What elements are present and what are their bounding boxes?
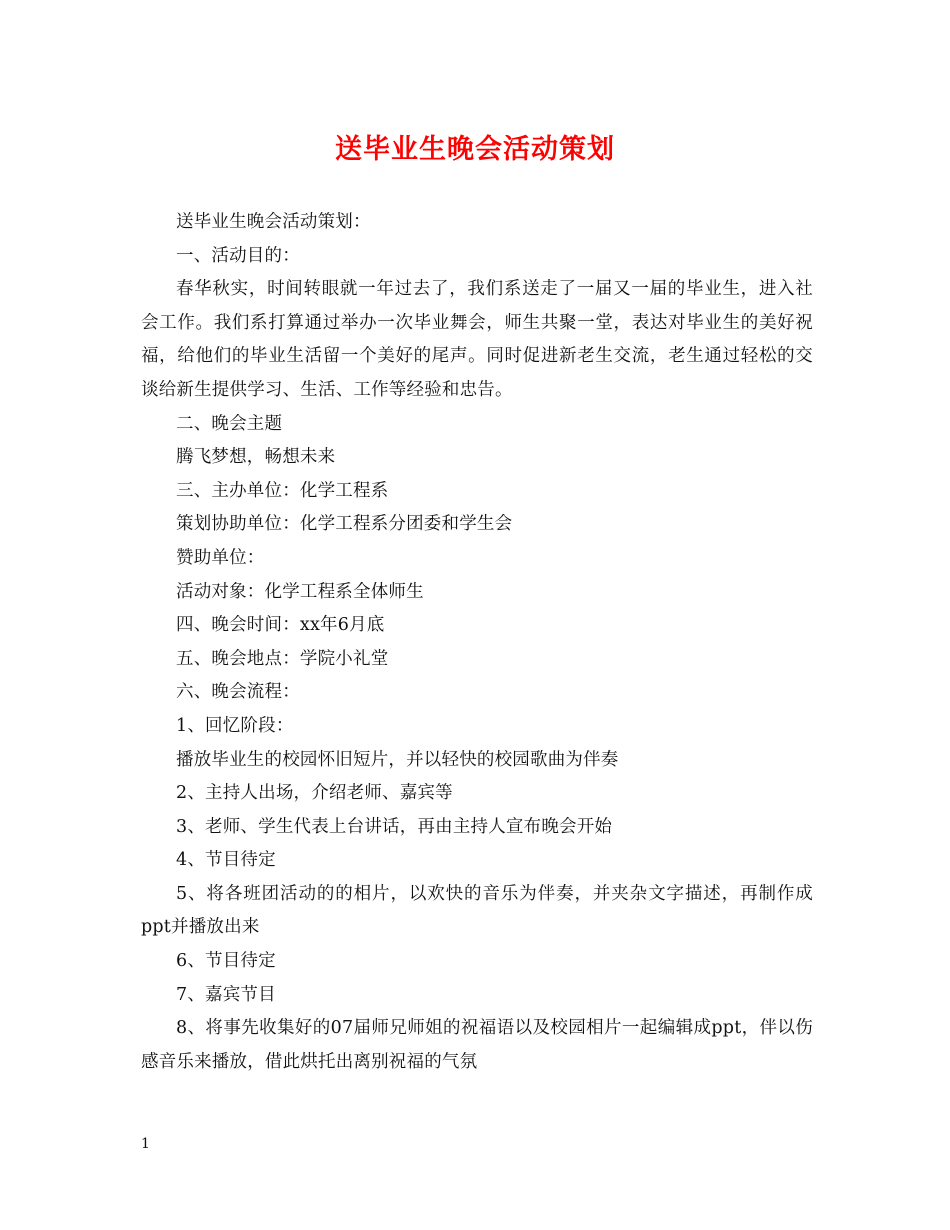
paragraph: 3、老师、学生代表上台讲话，再由主持人宣布晚会开始 — [176, 816, 613, 837]
paragraph: 赞助单位： — [176, 547, 265, 568]
paragraph: 7、嘉宾节目 — [176, 984, 276, 1005]
paragraph: 送毕业生晚会活动策划： — [176, 212, 371, 232]
paragraph: 1、回忆阶段： — [176, 715, 294, 736]
paragraph: 4、节目待定 — [176, 850, 276, 871]
paragraph: 活动对象：化学工程系全体师生 — [176, 581, 424, 602]
paragraph: 六、晚会流程： — [176, 682, 300, 703]
paragraph: 2、主持人出场，介绍老师、嘉宾等 — [176, 783, 453, 804]
document-title: 送毕业生晚会活动策划 — [335, 134, 615, 165]
paragraph: 春华秋实，时间转眼就一年过去了，我们系送走了一届又一届的毕业生，进入社会工作。我们系打算通过举办一次毕业舞会，师生共聚一堂，表达对毕业生的美好祝福，给他们的毕业生活留一个美好的尾声。同时促进新老生交流，老生通过轻松的交谈给新生提供学习、生活、工作等经验和忠告。 — [141, 279, 813, 400]
paragraph: 腾飞梦想，畅想未来 — [176, 447, 336, 468]
paragraph: 播放毕业生的校园怀旧短片，并以轻快的校园歌曲为伴奏 — [176, 749, 619, 770]
document-body — [141, 206, 813, 1079]
paragraph: 三、主办单位：化学工程系 — [176, 480, 389, 501]
paragraph: 四、晚会时间：xx年6月底 — [176, 615, 385, 636]
paragraph: 5、将各班团活动的的相片，以欢快的音乐为伴奏，并夹杂文字描述，再制作成ppt并播放出来 — [141, 883, 813, 938]
paragraph: 二、晚会主题 — [176, 413, 283, 434]
paragraph: 6、节目待定 — [176, 951, 276, 972]
paragraph: 策划协助单位：化学工程系分团委和学生会 — [176, 514, 513, 535]
page-number: 1 — [141, 1136, 150, 1152]
paragraph: 一、活动目的： — [176, 245, 300, 266]
paragraph: 五、晚会地点：学院小礼堂 — [176, 648, 389, 669]
paragraph: 8、将事先收集好的07届师兄师姐的祝福语以及校园相片一起编辑成ppt，伴以伤感音乐来播放，借此烘托出离别祝福的气氛 — [141, 1018, 813, 1072]
